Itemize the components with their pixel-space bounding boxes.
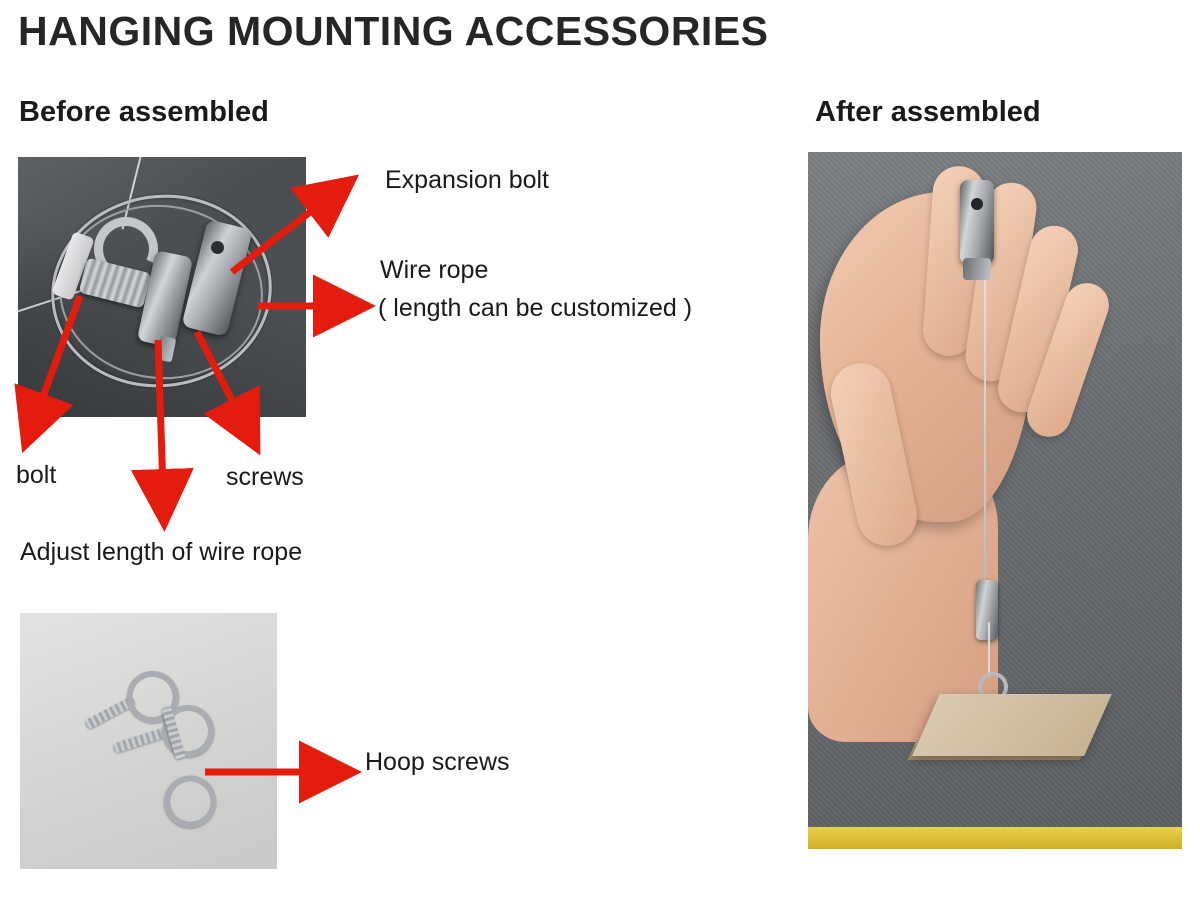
hoop-screws-photo: [20, 613, 277, 869]
label-expansion-bolt: Expansion bolt: [385, 166, 550, 194]
wire-rope-assembled: [984, 280, 986, 580]
yellow-tape-strip: [808, 827, 1182, 849]
wire-rope-lower-segment: [988, 622, 990, 677]
label-bolt: bolt: [16, 461, 57, 489]
label-screws: screws: [226, 463, 304, 491]
wooden-board-top: [912, 694, 1112, 756]
page-title: HANGING MOUNTING ACCESSORIES: [18, 8, 769, 54]
label-hoop-screws: Hoop screws: [365, 748, 510, 776]
section-heading-after-assembled: After assembled: [815, 96, 1041, 128]
section-heading-before-assembled: Before assembled: [19, 96, 269, 128]
label-adjust-length: Adjust length of wire rope: [20, 538, 303, 566]
assembled-photo: [808, 152, 1182, 849]
parts-photo: [18, 157, 306, 417]
expansion-bolt-assembled: [960, 180, 994, 264]
expansion-bolt-hole: [971, 198, 983, 210]
expansion-bolt-cap: [963, 258, 991, 280]
label-wire-rope-note: ( length can be customized ): [378, 294, 693, 322]
label-wire-rope: Wire rope: [380, 256, 489, 284]
cable-gripper-assembled: [976, 580, 998, 640]
